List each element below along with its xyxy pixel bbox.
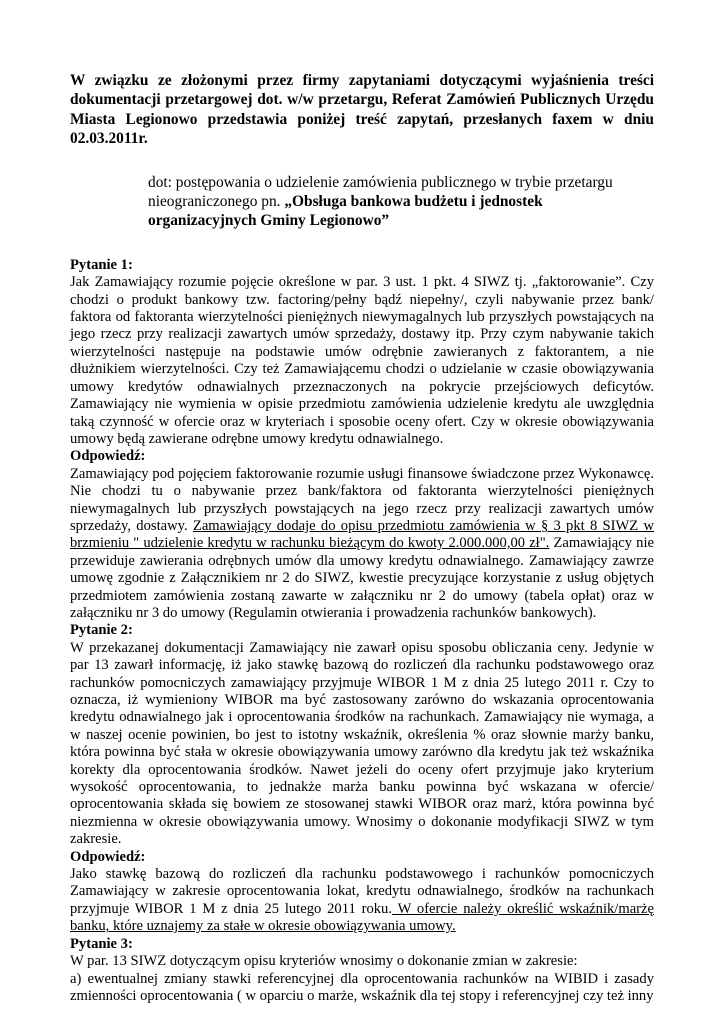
answer-2-underlined: W ofercie należy określić wskaźnik/marżę banku, które uznajemy za stałe w okresie obowiązywania umowy.: [70, 900, 654, 935]
answer-2-text-before: Jako stawkę bazową do rozliczeń dla rachunku podstawowego i rachunków pomocniczych Zamawiający w zakresie oprocentowania lokat, kredytu odnawialnego, środków na rachunkach przyjmuje WIBOR 1 M z dnia 25 lutego 2011 roku.: [70, 866, 654, 917]
intro-paragraph: W związku ze złożonymi przez firmy zapytaniami dotyczącymi wyjaśnienia treści dokumentacji przetargowej dot. w/w przetargu, Referat Zamówień Publicznych Urzędu Miasta Legionowo przedstawia poniżej treść zapytań, przesłanych faxem w dniu 02.03.2011r.: [70, 72, 654, 148]
answer-1-heading: Odpowiedź:: [70, 448, 146, 465]
answer-1: [70, 448, 654, 622]
question-1-heading: Pytanie 1:: [70, 256, 133, 273]
answer-1-text: [70, 466, 654, 623]
question-3-line-1: W par. 13 SIWZ dotyczącym opisu kryteriów wnosimy o dokonanie zmian w zakresie:: [70, 953, 578, 970]
question-3-line-2: a) ewentualnej zmiany stawki referencyjnej dla oprocentowania rachunków na WIBID i zasady zmienności oprocentowania ( w oparciu o marże, wskaźnik dla tej stopy i referencyjnej czy też inny: [70, 970, 654, 1004]
question-1: [70, 257, 654, 448]
subject-line: [148, 173, 654, 231]
question-3: [70, 936, 654, 1006]
tender-title: „Obsługa bankowa budżetu i jednostek organizacyjnych Gminy Legionowo”: [148, 193, 543, 230]
subject-prefix: dot: postępowania o udzielenie zamówienia publicznego w trybie przetargu nieograniczonego pn.: [148, 173, 613, 211]
question-1-text: Jak Zamawiający rozumie pojęcie określone w par. 3 ust. 1 pkt. 4 SIWZ tj. „faktorowanie”. Czy chodzi o produkt bankowy tzw. factoring/pełny bądź niepełny/, czyli nabywanie przez bank/ faktora od faktoranta wierzytelności pieniężnych niewymagalnych lub przyszłych powstających na jego rzecz przy realizacji zawartych umów sprzedaży, dostawy itp. Przy czym nabywanie takich wierzytelności następuje na podstawie umów odrębnie zawieranych z faktorantem, a nie dłużnikiem wierzytelności. Czy też Zamawiającemu chodzi o udzielanie w czasie obowiązywania umowy kredytów odnawialnych przeznaczonych na pokrycie przejściowych deficytów. Zamawiający nie wymienia w opisie przedmiotu zamówienia udzielenie kredytu ale uwzględnia taką czynność w ofercie oraz w kryteriach i sposobie oceny ofert. Czy w okresie obowiązywania umowy będą zawierane odrębne umowy kredytu odnawialnego.: [70, 274, 654, 447]
question-3-heading: Pytanie 3:: [70, 935, 133, 952]
answer-1-underlined: Zamawiający dodaje do opisu przedmiotu zamówienia w § 3 pkt 8 SIWZ w brzmieniu " udzielenie kredytu w rachunku bieżącym do kwoty 2.000.000,00 zł".: [70, 517, 654, 552]
question-2-text: W przekazanej dokumentacji Zamawiający nie zawarł opisu sposobu obliczania ceny. Jedynie w par 13 zawarł informację, iż jako stawkę bazową do rozliczeń dla rachunku podstawowego oraz rachunków pomocniczych zamawiający przyjmuje WIBOR 1 M z dnia 25 lutego 2011 r. Czy to oznacza, iż wymieniony WIBOR ma być zastosowany zarówno do wskazania oprocentowania kredytu odnawialnego jak i oprocentowania środków na rachunkach. Zamawiający nie wymaga, a w naszej ocenie powinien, bo jest to istotny wskaźnik, określenia % oraz słownie marży banku, która powinna być stała w okresie obowiązywania umowy zarówno dla kredytu jak też wskaźnika korekty dla oprocentowania środków. Nawet jeżeli do oceny ofert przyjmuje jako kryterium wysokość oprocentowania, to jednakże marża banku powinna być wskazana w ofercie/ oprocentowania składa się bowiem ze stosowanej stawki WIBOR oraz marż, która powinna być niezmienna w okresie obowiązywania umowy. Wnosimy o dokonanie modyfikacji SIWZ w tym zakresie.: [70, 639, 654, 848]
answer-2: [70, 849, 654, 936]
answer-2-heading: Odpowiedź:: [70, 848, 146, 865]
answer-2-text: [70, 866, 654, 936]
document-page: [70, 71, 654, 1005]
answer-1-text-before: Zamawiający pod pojęciem faktorowanie rozumie usługi finansowe świadczone przez Wykonawcę. Nie chodzi tu o nabywanie przez bank/faktora od faktoranta wierzytelności pieniężnych niewymagalnych lub przyszłych powstających na jego rzecz przy realizacji zawartych umów sprzedaży, dostawy.: [70, 465, 654, 534]
answer-1-text-after: Zamawiający nie przewiduje zawierania odrębnych umów dla umowy kredytu odnawialnego. Zamawiający zawrze umowę zgodnie z Załącznikiem nr 2 do SIWZ, kwestie precyzujące korzystanie z usług objętych przedmiotem zamówienia zostaną zawarte w załączniku nr 2 do umowy (tabela opłat) oraz w załączniku nr 3 do umowy (Regulamin otwierania i prowadzenia rachunków bankowych).: [70, 535, 654, 621]
question-2: [70, 622, 654, 848]
question-2-heading: Pytanie 2:: [70, 622, 133, 639]
